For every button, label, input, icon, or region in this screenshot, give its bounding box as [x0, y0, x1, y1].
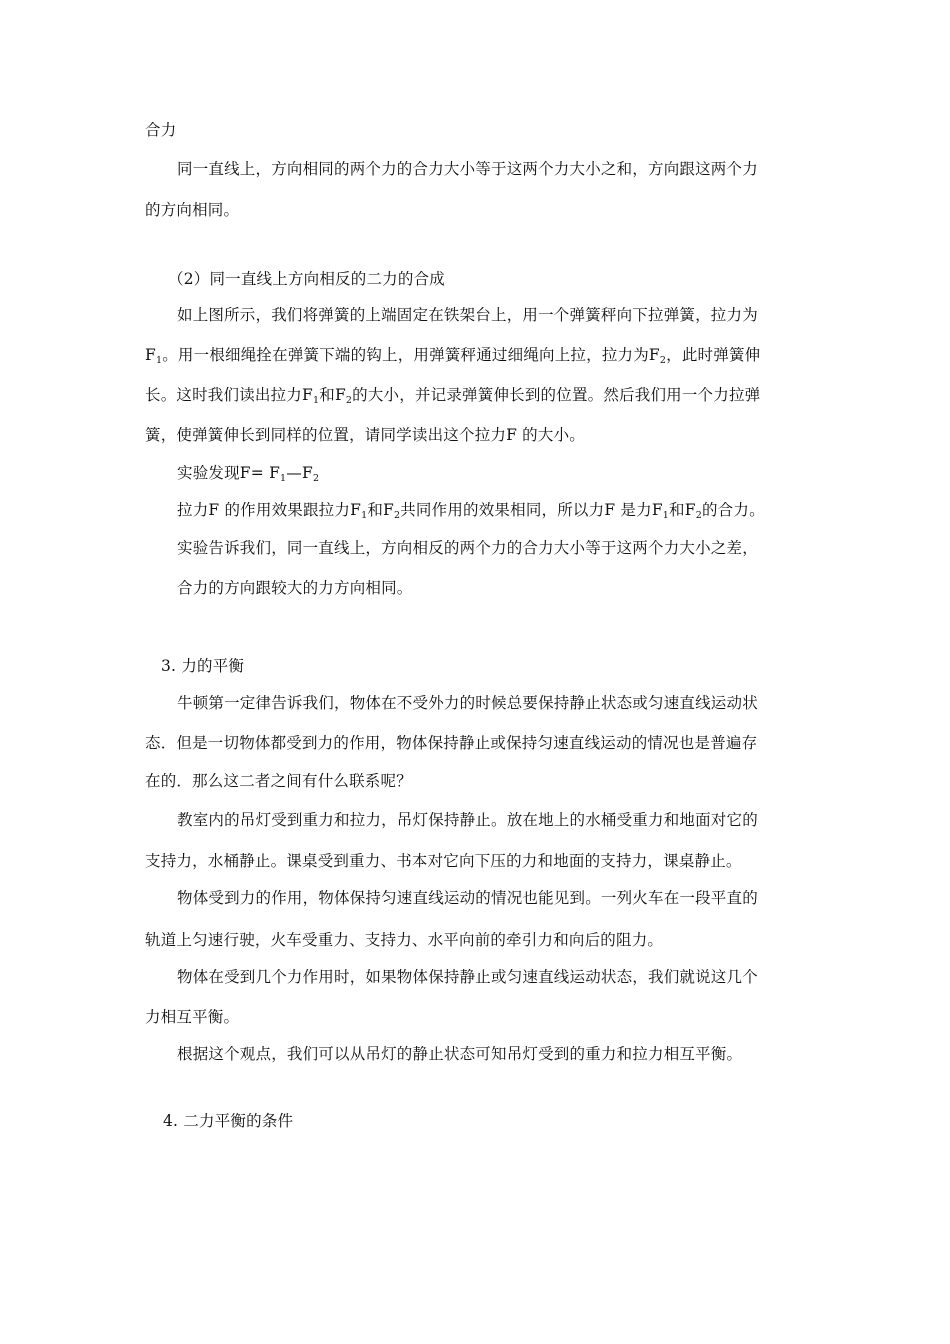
- text-line: 如上图所示，我们将弹簧的上端固定在铁架台上，用一个弹簧秤向下拉弹簧，拉力为: [177, 306, 758, 324]
- text-line: 物体受到力的作用，物体保持匀速直线运动的情况也能见到。一列火车在一段平直的: [177, 889, 758, 907]
- section-heading: 4. 二力平衡的条件: [163, 1112, 294, 1130]
- text-line: 合力的方向跟较大的力方向相同。: [177, 579, 413, 597]
- text-line: 长。这时我们读出拉力$F_1$和$F_2$的大小，并记录弹簧伸长到的位置。然后我们用一个力拉弹: [145, 386, 761, 406]
- section-heading: （2）同一直线上方向相反的二力的合成: [168, 270, 445, 288]
- text-line: 力相互平衡。: [145, 1008, 240, 1026]
- text-line: 牛顿第一定律告诉我们，物体在不受外力的时候总要保持静止状态或匀速直线运动状: [177, 694, 758, 712]
- text-line: 实验发现$F= F_1—F_2$: [177, 464, 320, 484]
- text-line: 教室内的吊灯受到重力和拉力，吊灯保持静止。放在地上的水桶受重力和地面对它的: [177, 811, 758, 829]
- text-line: 支持力，水桶静止。课桌受到重力、书本对它向下压的力和地面的支持力，课桌静止。: [145, 852, 742, 870]
- text-line: 实验告诉我们，同一直线上，方向相反的两个力的合力大小等于这两个力大小之差，: [177, 539, 758, 557]
- text-line: 物体在受到几个力作用时，如果物体保持静止或匀速直线运动状态，我们就说这几个: [177, 968, 758, 986]
- text-line: 态．但是一切物体都受到力的作用，物体保持静止或保持匀速直线运动的情况也是普遍存: [145, 734, 758, 752]
- text-line: 在的．那么这二者之间有什么联系呢？: [145, 772, 412, 790]
- text-line: 轨道上匀速行驶，火车受重力、支持力、水平向前的牵引力和向后的阻力。: [145, 931, 664, 949]
- text-line: 根据这个观点，我们可以从吊灯的静止状态可知吊灯受到的重力和拉力相互平衡。: [177, 1045, 743, 1063]
- section-heading: 3. 力的平衡: [161, 657, 245, 675]
- text-line: 同一直线上，方向相同的两个力的合力大小等于这两个力大小之和，方向跟这两个力: [177, 160, 758, 178]
- text-line: 簧，使弹簧伸长到同样的位置，请同学读出这个拉力F 的大小。: [145, 426, 585, 444]
- text-line: 拉力F 的作用效果跟拉力$F_1$和$F_2$共同作用的效果相同，所以力F 是力$F_1$和$F_2$的合力。: [177, 501, 765, 521]
- text-line: 合力: [145, 121, 177, 139]
- text-line: $F_1$。用一根细绳拴在弹簧下端的钩上，用弹簧秤通过细绳向上拉，拉力为$F_2$，此时弹簧伸: [145, 346, 761, 366]
- text-line: 的方向相同。: [145, 201, 240, 219]
